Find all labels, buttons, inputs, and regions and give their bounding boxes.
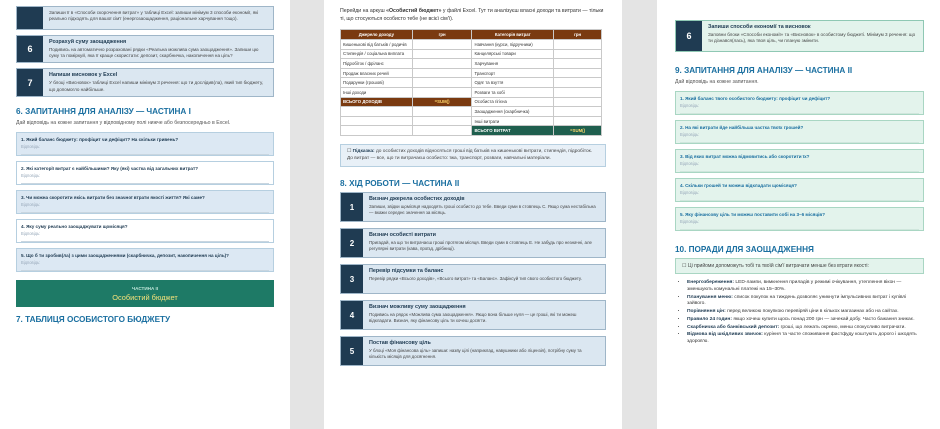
- hint-label: Підказка:: [352, 149, 375, 154]
- input-cell[interactable]: [554, 97, 602, 107]
- step-number: 3: [341, 265, 363, 293]
- hint-checkbox-icon: ☐: [347, 149, 352, 154]
- step-title: Розрахуй суму заощадження: [49, 39, 127, 45]
- step-desc: Запиши, звідки щомісяця надходять гроші особисто до тебе. Введи суми в стовпець С. Якщо сума нестабільна — вкажи середнє значення за місяць.: [369, 204, 596, 216]
- table-header: грн: [412, 30, 472, 40]
- section-heading-9: 9. ЗАПИТАННЯ ДЛЯ АНАЛІЗУ — ЧАСТИНА ІІ: [675, 66, 853, 75]
- question-text: 1. Який баланс твого особистого бюджету: профіцит чи дефіцит?: [680, 96, 831, 101]
- table-row: Інші витрати: [341, 116, 602, 126]
- answer-placeholder: Відповідь:: [21, 201, 41, 207]
- step-desc: Подивись на рядок «Можлива сума заощадження». Якщо вона більше нуля — це гроші, які ти можеш відкладати. Визнач, яку фінансову ціль ти хочеш досягти.: [369, 312, 577, 324]
- step-title: Перевір підсумки та баланс: [369, 268, 444, 275]
- section-heading-6: 6. ЗАПИТАННЯ ДЛЯ АНАЛІЗУ — ЧАСТИНА І: [16, 106, 191, 116]
- work-step-2: [340, 228, 606, 258]
- step-number: 6: [676, 21, 702, 51]
- step-desc: Подивись на автоматично розраховані рядки «Реальна можлива сума заощадження». Запиши цю суму та поміркуй, яка її краще скористати: депозит, скарбничка, накопичення на ціль?: [49, 47, 259, 59]
- part-banner: [16, 280, 274, 307]
- step-number: [17, 7, 43, 29]
- input-cell[interactable]: [554, 68, 602, 78]
- table-row-total-income: ВСЬОГО ДОХОДІВ =SUM() Особиста гігієна: [341, 97, 602, 107]
- question-text: 2. На які витрати йде найбільша частка твоїх грошей?: [680, 125, 804, 130]
- answer-placeholder: Відповідь:: [680, 190, 700, 195]
- input-cell[interactable]: [554, 59, 602, 69]
- input-cell[interactable]: [554, 107, 602, 117]
- step-title: Визнач джерела особистих доходів: [369, 196, 465, 203]
- table-row: Подарунки (грошові) Одяг та взуття: [341, 78, 602, 88]
- answer-placeholder: Відповідь:: [21, 230, 41, 236]
- hint-box: [340, 144, 606, 167]
- step-card-6: [16, 35, 274, 63]
- list-item: • Порівняння цін: перед великою покупкою перевіряй ціни в кількох магазинах або на сайтах.: [687, 309, 924, 316]
- section-heading-7: 7. ТАБЛИЦЯ ОСОБИСТОГО БЮДЖЕТУ: [16, 314, 171, 324]
- section-heading-10: 10. ПОРАДИ ДЛЯ ЗАОЩАДЖЕННЯ: [675, 245, 814, 254]
- answer-placeholder: Відповідь:: [21, 143, 41, 149]
- question-field-4[interactable]: [675, 178, 924, 202]
- document-page-3: [657, 0, 940, 429]
- question-field-5[interactable]: [16, 248, 274, 272]
- document-page-1: [0, 0, 290, 429]
- answer-placeholder: Відповідь:: [21, 172, 41, 178]
- step-desc: У блоці «Висновок» таблиці Excel напиши мінімум 3 речення: що ти дослідив(ла), який тип бюджету, що допомогло найбільше.: [49, 80, 264, 92]
- answer-placeholder: Відповідь:: [21, 259, 41, 265]
- table-header: грн: [554, 30, 602, 40]
- step-number: 1: [341, 193, 363, 221]
- tips-checkbox-icon: ☐: [682, 263, 687, 269]
- step-card-5: [16, 6, 274, 30]
- step-desc: Заповни блоки «Способи економії» та «Висновок» в особистому бюджеті. Мінімум 3 речення: що ти дізнався(лась), яка твоя ціль, чи планую змінити.: [708, 32, 916, 44]
- step-desc: Перевір рядки «Всього доходів», «Всього витрат» та «Баланс». Зафіксуй тип свого особистого бюджету.: [369, 276, 582, 282]
- part-banner-title: Особистий бюджет: [112, 292, 178, 302]
- question-text: 4. Яку суму реально заощаджувати щомісяця?: [21, 223, 128, 229]
- work-step-3: [340, 264, 606, 294]
- total-expense-value: =SUM(): [554, 126, 602, 136]
- list-item: • Правило 24 годин: якщо хочеш купити щось понад 200 грн — зачекай добу. Часто бажання зникає.: [687, 317, 924, 324]
- input-cell[interactable]: [412, 78, 472, 88]
- list-item: • Енергозбереження: LED-лампи, вимкнення приладів у режимі очікування, утеплення вікон — зменшують комунальні платежі на 15–30%.: [687, 280, 924, 294]
- input-cell[interactable]: [554, 40, 602, 50]
- step-desc: У блоці «Моя фінансова ціль» запиши: назву цілі (наприклад, навушники або ліцензія), потрібну суму та кількість місяців для досягнення.: [369, 348, 582, 360]
- question-field-2[interactable]: [16, 161, 274, 185]
- section-intro: Дай відповідь на кожне запитання.: [675, 79, 759, 85]
- answer-placeholder: Відповідь:: [680, 132, 700, 137]
- tips-intro-box: [675, 258, 924, 274]
- question-text: 5. Що б ти зробив(ла) з цими заощадженнями (скарбничка, депозит, накопичення на ціль)?: [21, 252, 229, 258]
- input-cell[interactable]: [412, 49, 472, 59]
- tips-intro-text: Ці прийоми допоможуть тобі та твоїй сім'ї витрачати менше без втрати якості:: [687, 263, 869, 269]
- step-number: 5: [341, 337, 363, 365]
- answer-placeholder: Відповідь:: [680, 103, 700, 108]
- section-intro: Дай відповідь на кожне запитання у відповідному полі нижче або безпосередньо в Excel.: [16, 119, 231, 126]
- personal-budget-table: [340, 29, 602, 136]
- step-title: Визнач особисті витрати: [369, 232, 436, 239]
- input-cell[interactable]: [412, 68, 472, 78]
- work-step-1: [340, 192, 606, 222]
- question-text: 2. Які категорії витрат є найбільшими? Яку (які) частка від загальних витрат?: [21, 165, 198, 171]
- question-field-1[interactable]: [16, 132, 274, 156]
- list-item: • Планування меню: список покупок на тиждень дозволяє уникнути імпульсивних витрат і купівлі зайвого.: [687, 295, 924, 309]
- question-field-2[interactable]: [675, 120, 924, 144]
- table-row: Інші доходи Розваги та хобі: [341, 88, 602, 98]
- input-cell[interactable]: [412, 59, 472, 69]
- part-banner-label: ЧАСТИНА II: [131, 285, 159, 291]
- step-number: 4: [341, 301, 363, 329]
- input-cell[interactable]: [554, 116, 602, 126]
- question-text: 4. Скільки грошей ти можеш відкладати щомісяця?: [680, 183, 797, 188]
- input-cell[interactable]: [412, 40, 472, 50]
- document-page-2: [324, 0, 622, 429]
- tips-list: [687, 280, 924, 346]
- step-number: 2: [341, 229, 363, 257]
- table-row: Заощадження (скарбничка): [341, 107, 602, 117]
- table-row: Кишенькові від батьків / родичів Навчання (курси, підручники): [341, 40, 602, 50]
- sheet-name: «Особистий бюджет»: [386, 8, 442, 14]
- hint-text: до особистих доходів відносяться гроші від батьків на кишенькові витрати, стипендія, підробіток. До витрат — все, що ти витрачаєш особисто: їжа, транспорт, розваги, навчальні матеріали.: [347, 149, 593, 161]
- question-field-4[interactable]: [16, 219, 274, 243]
- question-field-3[interactable]: [675, 149, 924, 173]
- step-title: Напиши висновок у Excel: [49, 72, 118, 79]
- table-row-total-expense: [341, 126, 602, 136]
- table-row: Стипендія / соціальна виплата Канцелярські товари: [341, 49, 602, 59]
- total-expense-label: ВСЬОГО ВИТРАТ: [472, 126, 554, 136]
- question-text: 5. Яку фінансову ціль ти можеш поставити собі на 3–6 місяців?: [680, 212, 826, 217]
- question-field-5[interactable]: [675, 207, 924, 231]
- work-step-5: [340, 336, 606, 366]
- question-text: 1. Який баланс бюджету: профіцит чи дефіцит? На скільки гривень?: [21, 136, 179, 142]
- question-text: 3. Чи можна скоротити якісь витрати без значної втрати якості життя? Які саме?: [21, 194, 205, 200]
- table-row: Продаж власних речей Транспорт: [341, 68, 602, 78]
- input-cell[interactable]: [554, 78, 602, 88]
- lead-paragraph: Перейди на аркуш «Особистий бюджет» у файлі Excel. Тут ти аналізуєш власні доходи та витрати — тільки ті, що стосуються особисто тебе (не всієї сім'ї).: [340, 8, 604, 22]
- step-card-6: [675, 20, 924, 52]
- input-cell[interactable]: [554, 88, 602, 98]
- step-title: Постав фінансову ціль: [369, 340, 431, 347]
- step-title: Визнач можливу суму заощадження: [369, 304, 466, 311]
- table-header: Категорія витрат: [472, 30, 554, 40]
- input-cell[interactable]: [412, 88, 472, 98]
- table-header: Джерело доходу: [341, 30, 413, 40]
- step-title: Запиши способи економії та висновок: [708, 24, 811, 30]
- answer-placeholder: Відповідь:: [680, 161, 700, 166]
- input-cell[interactable]: [554, 49, 602, 59]
- section-heading-8: 8. ХІД РОБОТИ — ЧАСТИНА ІІ: [340, 179, 460, 189]
- step-card-7: [16, 68, 274, 96]
- list-item: • Скарбничка або банківський депозит: гроші, що лежать окремо, менш спокусливо витрачати.: [687, 325, 924, 332]
- step-number: 7: [17, 69, 43, 95]
- question-field-3[interactable]: [16, 190, 274, 214]
- question-text: 3. Від яких витрат можна відмовитись або скоротити їх?: [680, 154, 810, 159]
- list-item: • Відмова від шкідливих звичок: куріння та часте споживання фастфуду коштують дорого і шкодять здоров'ю.: [687, 332, 924, 346]
- total-income-label: ВСЬОГО ДОХОДІВ: [341, 97, 413, 107]
- table-row: Підробіток / фріланс Харчування: [341, 59, 602, 69]
- step-desc: Запиши її в «Способи скорочення витрат» у таблиці Excel: запиши мінімум 3 способи економії, які реально підходять для вашої сім'ї (енергозаощадження, раціональне харчування тощо).: [49, 10, 259, 22]
- work-step-4: [340, 300, 606, 330]
- total-income-value: =SUM(): [412, 97, 472, 107]
- step-number: 6: [17, 36, 43, 62]
- step-desc: Пригадай, на що ти витрачаєш гроші протягом місяця. Введи суми в стовпець E. Не забудь про незначні, але регулярні витрати (кава, проїзд, дрібниці).: [369, 240, 592, 252]
- answer-placeholder: Відповідь:: [680, 219, 700, 224]
- question-field-1[interactable]: [675, 91, 924, 115]
